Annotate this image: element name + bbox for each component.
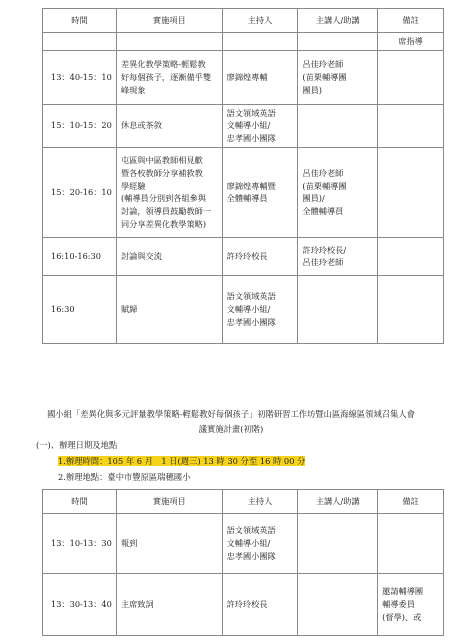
row-note: 邀請輔導團 輔導委員 (督學)、或: [378, 574, 444, 636]
header-note: 備註: [378, 490, 444, 514]
top-note: 席指導: [378, 33, 444, 51]
row-host: 許玲玲校長: [222, 574, 298, 636]
header-time: 時間: [43, 9, 117, 33]
header-host: 主持人: [222, 9, 298, 33]
row-time: 13：40-15：10: [43, 50, 117, 104]
table-row: [43, 514, 444, 574]
header-item: 實施項目: [116, 9, 222, 33]
row-time: 16:10-16:30: [43, 237, 117, 275]
header-host: 主持人: [222, 490, 298, 514]
table-row: [43, 574, 444, 636]
row-speaker: 呂佳玲老師 (苗栗輔導團 團員)/ 全體輔導員: [298, 147, 378, 237]
row-time: 16:30: [43, 275, 117, 343]
schedule-table-1: [42, 8, 444, 344]
row-host: 廖錦煌專輔: [222, 50, 298, 104]
header-item: 實施項目: [116, 490, 222, 514]
row-speaker: 呂佳玲老師 (苗栗輔導團 團員): [298, 50, 378, 104]
row-item: 報到: [116, 514, 222, 574]
header-speaker: 主講人/助講: [298, 490, 378, 514]
header-speaker: 主講人/助講: [298, 9, 378, 33]
row-time: 15：10-15：20: [43, 104, 117, 147]
row-time: 13：10-13：30: [43, 514, 117, 574]
row-host: 廖錦煌專輔暨 全體輔導員: [222, 147, 298, 237]
section-date-place: (一)、辦理日期及地點: [36, 440, 118, 450]
header-note: 備註: [378, 9, 444, 33]
row-host: 語文領域英語 文輔導小組/ 忠孝國小團隊: [222, 104, 298, 147]
plan-title: 國小組「差異化與多元評量教學策略-輕鬆教好每個孩子」初階研習工作坊暨山區海線區領域召集人會議實施計畫(初階): [47, 409, 415, 434]
table-row: [43, 50, 444, 104]
table-row: [43, 33, 444, 51]
row-item: 屯區與中區教師相見歡 暨各校教師分享補救教 學經驗 (輔導員分別到各組參與 討論，領導員鼓勵教師一 同分享差異化教學策略): [116, 147, 222, 237]
time-line: 1.辦理時間：105 年 6 月 1 日(週三) 13 時 30 分至 16 時 00 分: [58, 456, 306, 466]
table-row: [43, 104, 444, 147]
row-time: 13：30-13：40: [43, 574, 117, 636]
row-item: 休息或茶敘: [116, 104, 222, 147]
row-item: 主席致詞: [116, 574, 222, 636]
row-host: 語文領域英語 文輔導小組/ 忠孝國小團隊: [222, 275, 298, 343]
table-row: [43, 275, 444, 343]
row-item: 討論與交流: [116, 237, 222, 275]
table-row: [43, 237, 444, 275]
table-header-row: [43, 490, 444, 514]
table-header-row: [43, 9, 444, 33]
row-host: 許玲玲校長: [222, 237, 298, 275]
header-time: 時間: [43, 490, 117, 514]
row-time: 15：20-16：10: [43, 147, 117, 237]
row-speaker: 許玲玲校長/ 呂佳玲老師: [298, 237, 378, 275]
row-host: 語文領域英語 文輔導小組/ 忠孝國小團隊: [222, 514, 298, 574]
table-row: [43, 147, 444, 237]
row-item: 賦歸: [116, 275, 222, 343]
schedule-table-2: [42, 489, 444, 636]
row-item: 差異化教學策略-輕鬆教 好每個孩子，逐漸備乎雙 峰現象: [116, 50, 222, 104]
place-line: 2.辦理地點：臺中市豐原區瑞穗國小: [58, 472, 191, 482]
